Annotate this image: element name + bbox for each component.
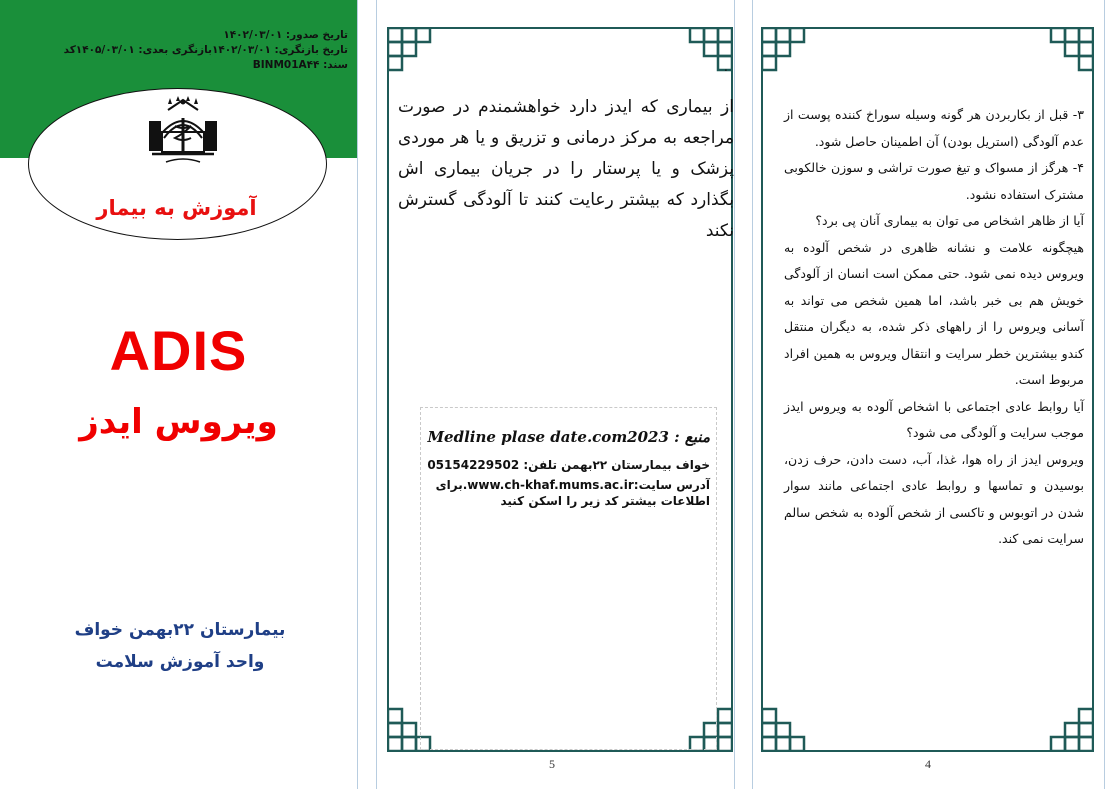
info-paragraph: ۳- قبل از بکاربردن هر گونه وسیله سوراخ کننده پوست از عدم آلودگی (استریل بودن) آن اطمینان حاصل شود. xyxy=(784,107,1084,149)
info-paragraph: ۴- هرگز از مسواک و تیغ صورت تراشی و سوزن خالکوبی مشترک استفاده نشود. xyxy=(784,160,1084,202)
info-question: آیا از ظاهر اشخاص می توان به بیماری آنان پی برد؟ xyxy=(815,213,1084,228)
university-emblem-icon xyxy=(138,96,228,166)
document-code: سند: BINM01A۴۴ xyxy=(252,59,348,71)
page-number: 5 xyxy=(549,757,555,771)
issue-date: تاریخ صدور: ۱۴۰۲/۰۳/۰۱ xyxy=(223,29,348,41)
source-phone: خواف بیمارستان ۲۲بهمن تلفن: 05154229502 xyxy=(427,458,710,472)
hospital-name: بیمارستان ۲۲بهمن خواف xyxy=(74,620,286,640)
page-number: 4 xyxy=(925,757,931,771)
info-paragraph: هیچگونه علامت و نشانه ظاهری در شخص آلوده به ویروس دیده نمی شود. حتی ممکن است انسان از آلودگی خویش هم بی خبر باشد، اما همین شخص می تواند به آسانی ویروس را از راههای ذکر شده، به دیگران منتقل کندو بیشترین خطر سرایت و انتقال ویروس به همین افراد مربوط است. xyxy=(784,239,1084,387)
corner-ornament-icon xyxy=(387,27,435,75)
info-question: آیا روابط عادی اجتماعی با اشخاص آلوده به ویروس ایدز موجب سرایت و آلودگی می شود؟ xyxy=(784,398,1084,440)
column-guide xyxy=(1104,0,1105,789)
corner-ornament-icon xyxy=(1046,27,1094,75)
cover-panel xyxy=(0,0,357,789)
source-website: آدرس سایت:www.ch-khaf.mums.ac.ir.برای xyxy=(435,478,710,492)
corner-ornament-icon xyxy=(1046,704,1094,752)
patient-education-title: آموزش به بیمار xyxy=(96,196,257,220)
column-guide xyxy=(376,0,377,789)
info-paragraph: ویروس ایدز از راه هوا، غذا، آب، دست دادن، حرف زدن، بوسیدن و تماسها و روابط عادی اجتماعی مانند سوار شدن در اتوبوس و تاکسی از شخص آلوده به شخص سالم سرایت نمی کند. xyxy=(784,451,1084,546)
review-date: تاریخ بازنگری: ۱۴۰۲/۰۳/۰۱بازنگری بعدی: ۱۴۰۵/۰۳/۰۱کد xyxy=(63,44,348,56)
corner-ornament-icon xyxy=(761,27,809,75)
column-guide xyxy=(734,0,735,789)
column-guide xyxy=(752,0,753,789)
corner-ornament-icon xyxy=(761,704,809,752)
source-title: منبع : Medline plase date.com2023 xyxy=(427,428,710,446)
aids-info-text xyxy=(784,102,1084,553)
column-guide xyxy=(357,0,358,789)
unit-name: واحد آموزش سلامت xyxy=(95,652,265,672)
document-meta xyxy=(56,28,348,73)
stray-dot: . xyxy=(724,60,728,74)
adis-title: ADIS xyxy=(109,319,248,382)
hospital-notice-paragraph: از بیماری که ایدز دارد خواهشمندم در صورت مراجعه به مرکز درمانی و تزریق و یا هر موردی پزشک و یا پرستار را در جریان بیماری اش بگذارد که بیشتر رعایت کنند تا آلودگی گسترش نکند xyxy=(398,97,734,241)
aids-virus-title: ویروس ایدز xyxy=(79,402,278,442)
hospital-info xyxy=(60,614,300,678)
source-scan-note: اطلاعات بیشتر کد زیر را اسکن کنید xyxy=(500,494,710,508)
